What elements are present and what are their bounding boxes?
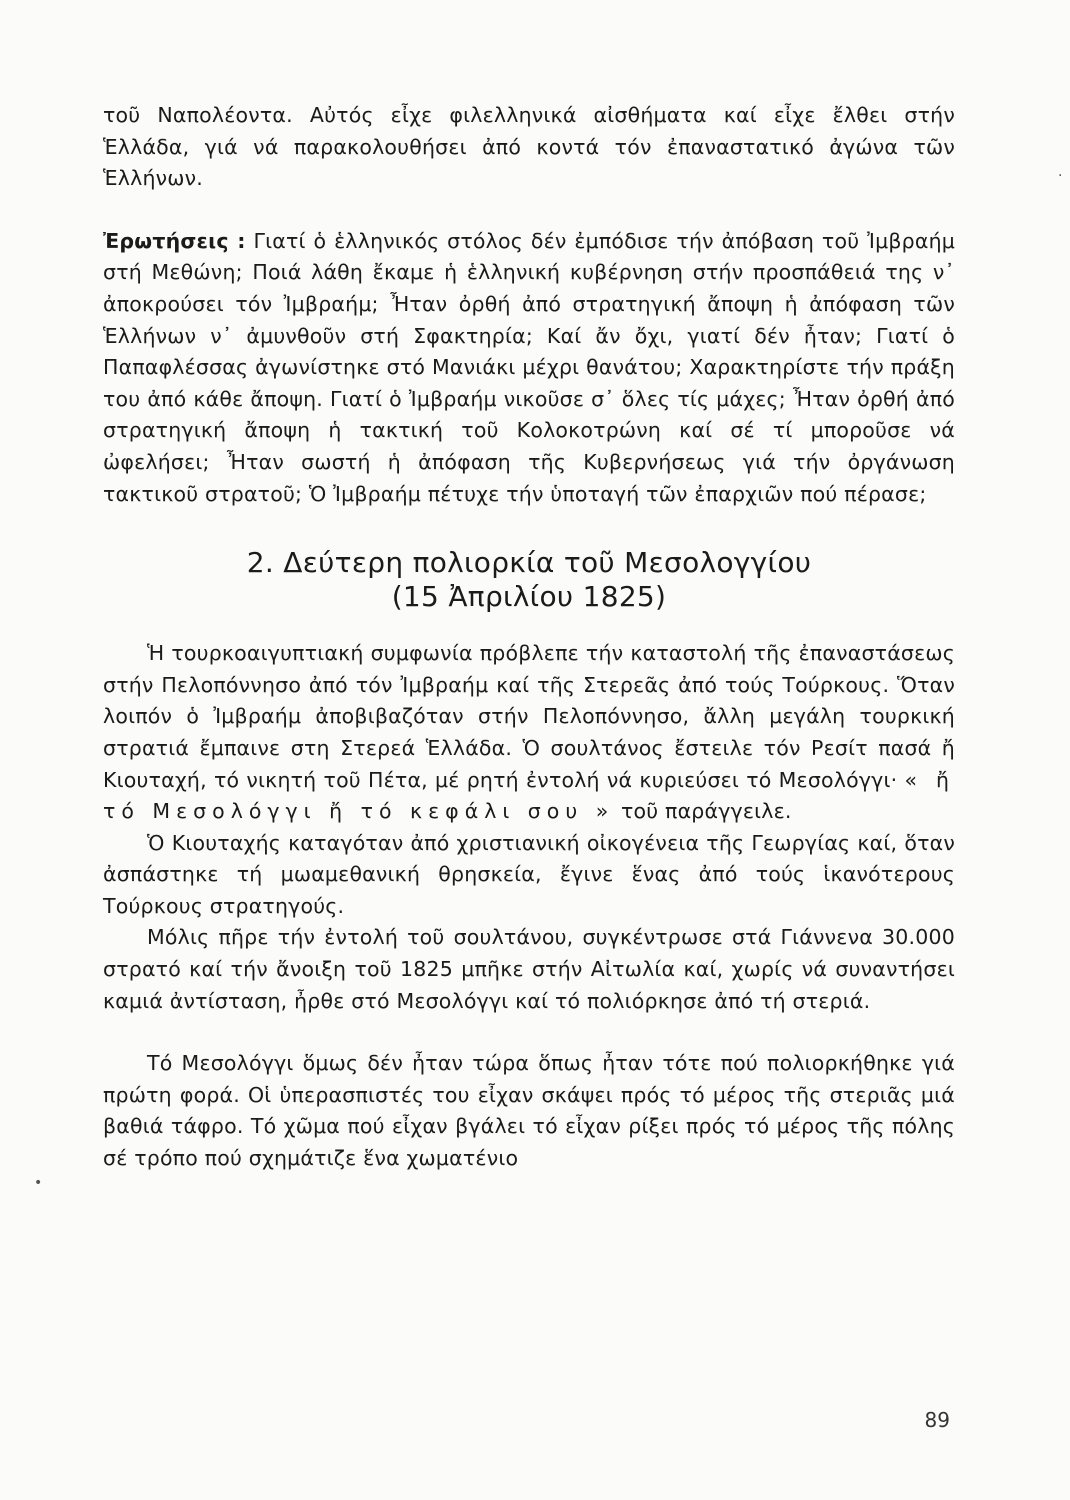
questions-paragraph: [103, 226, 955, 510]
intro-paragraph: τοῦ Ναπολέοντα. Αὐτός εἶχε φιλελληνικά αἰσθήματα καί εἶχε ἔλθει στήν Ἑλλάδα, γιά νά παρακολουθήσει ἀπό κοντά τόν ἐπαναστατικό ἀγώνα τῶν Ἑλλήνων.: [103, 103, 955, 191]
questions-label: Ἐρωτήσεις :: [103, 228, 246, 253]
paragraph-1: [103, 638, 955, 828]
questions-text: Γιατί ὁ ἑλληνικός στόλος δέν ἐμπόδισε τήν ἀπόβαση τοῦ Ἰμβραήμ στή Μεθώνη; Ποιά λάθη ἔκαμε ἡ ἑλληνική κυβέρνηση στήν προσπάθειά της ν᾽ ἀποκρούσει τόν Ἰμβραήμ; Ἦταν ὀρθή ἀπό στρατηγική ἄποψη ἡ ἀπόφαση τῶν Ἑλλήνων ν᾽ ἀμυνθοῦν στή Σφακτηρία; Καί ἄν ὄχι, γιατί δέν ἦταν; Γιατί ὁ Παπαφλέσσας ἀγωνίστηκε στό Μανιάκι μέχρι θανάτου; Χαρακτηρίστε τήν πράξη του ἀπό κάθε ἄποψη. Γιατί ὁ Ἰμβραήμ νικοῦσε σ᾽ ὅλες τίς μάχες; Ἦταν ὀρθή ἀπό στρατηγική ἄποψη ἡ τακτική τοῦ Κολοκοτρώνη καί σέ τί μποροῦσε νά ὠφελήσει; Ἦταν σωστή ἡ ἀπόφαση τῆς Κυβερνήσεως γιά τήν ὀργάνωση τακτικοῦ στρατοῦ; Ὁ Ἰμβραήμ πέτυχε τήν ὑποταγή τῶν ἐπαρχιῶν πού πέρασε;: [103, 228, 956, 506]
section-date: (15 Ἀπριλίου 1825): [391, 580, 667, 614]
paragraph-3: Μόλις πῆρε τήν ἐντολή τοῦ σουλτάνου, συγκέντρωσε στά Γιάννενα 30.000 στρατό καί τήν ἄνοιξη τοῦ 1825 μπῆκε στήν Αἰτωλία καί, χωρίς νά συναντήσει καμιά ἀντίσταση, ἦρθε στό Μεσολόγγι καί τό πολιόρκησε ἀπό τή στεριά.: [103, 925, 955, 1013]
section-title: 2. Δεύτερη πολιορκία τοῦ Μεσολογγίου: [246, 546, 812, 580]
section-heading: [103, 546, 955, 614]
sultan-quote: « ἤ τό Μεσολόγγι ἤ τό κεφάλι σου »: [103, 767, 955, 824]
page-text: [103, 100, 955, 1175]
paragraph-4: Τό Μεσολόγγι ὅμως δέν ἦταν τώρα ὅπως ἦταν τότε πού πολιορκήθηκε γιά πρώτη φορά. Οἱ ὑπερασπιστές του εἶχαν σκάψει πρός τό μέρος τῆς στεριᾶς μιά βαθιά τάφρο. Τό χῶμα πού εἶχαν βγάλει τό εἶχαν ρίξει πρός τό μέρος τῆς πόλης σέ τρόπο πού σχημάτιζε ἕνα χωματένιο: [103, 1051, 955, 1171]
margin-dot-icon: •: [34, 1175, 43, 1191]
paragraph-2: Ὁ Κιουταχής καταγόταν ἀπό χριστιανική οἰκογένεια τῆς Γεωργίας καί, ὅταν ἀσπάστηκε τή μωαμεθανική θρησκεία, ἔγινε ἕνας ἀπό τούς ἱκανότερους Τούρκους στρατηγούς.: [103, 830, 955, 918]
margin-dot-icon: ·: [1058, 168, 1063, 184]
paragraph-1-text: Ἡ τουρκοαιγυπτιακή συμφωνία πρόβλεπε τήν καταστολή τῆς ἐπαναστάσεως στήν Πελοπόννησο ἀπό τόν Ἰμβραήμ καί τῆς Στερεᾶς ἀπό τούς Τούρκους. Ὅταν λοιπόν ὁ Ἰμβραήμ ἀποβιβαζόταν στήν Πελοπόννησο, ἄλλη μεγάλη τουρκική στρατιά ἔμπαινε στη Στερεά Ἑλλάδα. Ὁ σουλτάνος ἔστειλε τόν Ρεσίτ πασά ἤ Κιουταχή, τό νικητή τοῦ Πέτα, μέ ρητή ἐντολή νά κυριεύσει τό Μεσολόγγι·: [103, 641, 955, 792]
page-number: 89: [924, 1408, 950, 1432]
paragraph-1-end: τοῦ παράγγειλε.: [620, 799, 792, 824]
